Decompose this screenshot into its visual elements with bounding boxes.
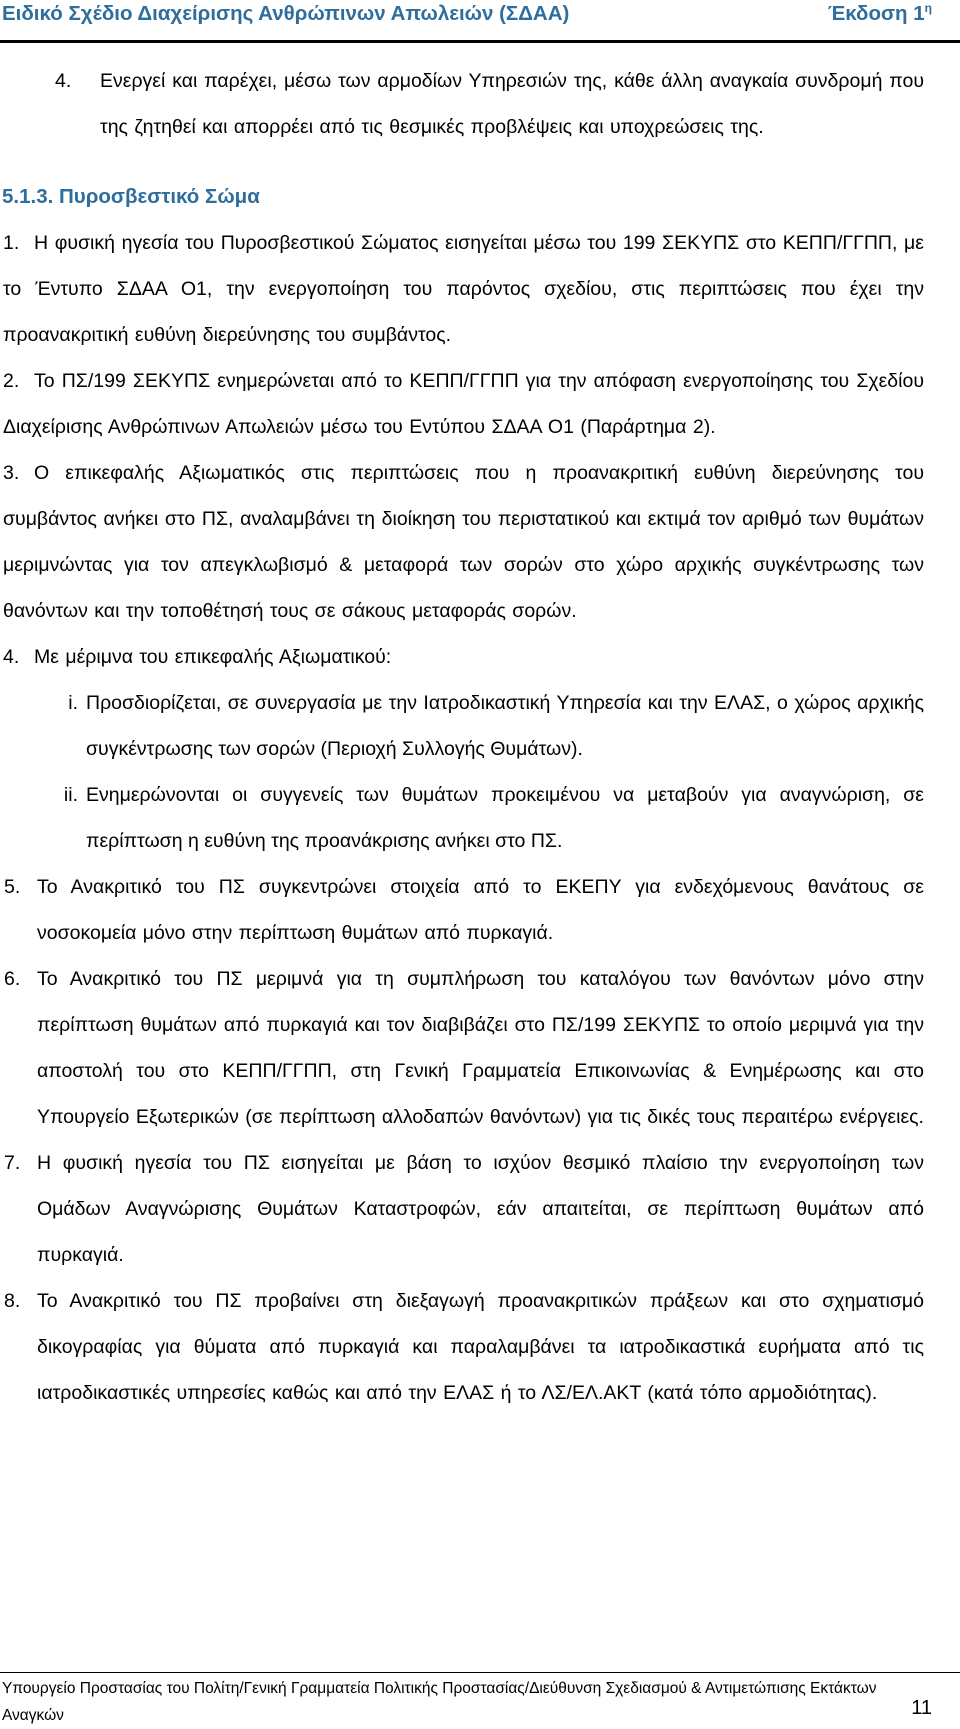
list-item <box>4 956 924 1140</box>
document-body <box>0 40 960 1416</box>
item-text: Το ΠΣ/199 ΣΕΚΥΠΣ ενημερώνεται από το ΚΕΠΠ/ΓΓΠΠ για την απόφαση ενεργοποίησης του Σχεδίου Διαχείρισης Ανθρώπινων Απωλειών μέσω του Εντύπου ΣΔΑΑ Ο1 (Παράρτημα 2). <box>3 370 924 438</box>
sub-item-number: ii. <box>63 784 78 806</box>
item-text: Το Ανακριτικό του ΠΣ μεριμνά για τη συμπλήρωση του καταλόγου των θανόντων μόνο στην περίπτωση θυμάτων από πυρκαγιά και τον διαβιβάζει στο ΠΣ/199 ΣΕΚΥΠΣ το οποίο μεριμνά για την αποστολή του στο ΚΕΠΠ/ΓΓΠΠ, στη Γενική Γραμματεία Επικοινωνίας & Ενημέρωσης και στο Υπουργείο Εξωτερικών (σε περίπτωση αλλοδαπών θανόντων) για τις δικές τους περαιτέρω ενέργειες. <box>37 968 924 1128</box>
item-text: Η φυσική ηγεσία του Πυροσβεστικού Σώματος εισηγείται μέσω του 199 ΣΕΚΥΠΣ στο ΚΕΠΠ/ΓΓΠΠ, με το Έντυπο ΣΔΑΑ Ο1, την ενεργοποίηση του παρόντος σχεδίου, στις περιπτώσεις που έχει την προανακριτική ευθύνη διερεύνησης του συμβάντος. <box>3 232 924 346</box>
item-number: 7. <box>4 1152 21 1174</box>
list-item <box>4 1278 924 1416</box>
sub-item-number: i. <box>68 692 78 714</box>
item-number: 1. <box>3 232 20 254</box>
item-number: 4. <box>3 646 20 668</box>
item-number: 4. <box>55 70 72 92</box>
sub-item-text: Ενημερώνονται οι συγγενείς των θυμάτων προκειμένου να μεταβούν για αναγνώριση, σε περίπτωση η ευθύνη της προανάκρισης ανήκει στο ΠΣ. <box>86 784 924 852</box>
sub-item <box>63 772 924 864</box>
list-item <box>3 450 924 634</box>
list-item <box>3 358 924 450</box>
sub-item <box>68 680 924 772</box>
item-number: 8. <box>4 1290 21 1312</box>
item-text: Το Ανακριτικό του ΠΣ συγκεντρώνει στοιχεία από το ΕΚΕΠΥ για ενδεχόμενους θανάτους σε νοσοκομεία μόνο στην περίπτωση θυμάτων από πυρκαγιά. <box>37 876 924 944</box>
item-text: Ενεργεί και παρέχει, μέσω των αρμοδίων Υπηρεσιών της, κάθε άλλη αναγκαία συνδρομή που της ζητηθεί και απορρέει από τις θεσμικές προβλέψεις και υποχρεώσεις της. <box>100 70 924 138</box>
document-title: Ειδικό Σχέδιο Διαχείρισης Ανθρώπινων Απωλειών (ΣΔΑΑ) <box>2 2 570 25</box>
edition-superscript: η <box>924 1 932 16</box>
item-text: Η φυσική ηγεσία του ΠΣ εισηγείται με βάση το ισχύον θεσμικό πλαίσιο την ενεργοποίηση των Ομάδων Αναγνώρισης Θυμάτων Καταστροφών, εάν απαιτείται, σε περίπτωση θυμάτων από πυρκαγιά. <box>37 1152 924 1266</box>
list-item <box>4 864 924 956</box>
list-item <box>50 58 924 150</box>
footer-organization: Υπουργείο Προστασίας του Πολίτη/Γενική Γραμματεία Πολιτικής Προστασίας/Διεύθυνση Σχεδιασμού & Αντιμετώπισης Εκτάκτων <box>2 1680 877 1697</box>
page-footer <box>0 1672 960 1727</box>
sub-item-text: Προσδιορίζεται, σε συνεργασία με την Ιατροδικαστική Υπηρεσία και την ΕΛΑΣ, ο χώρος αρχικής συγκέντρωσης των σορών (Περιοχή Συλλογής Θυμάτων). <box>86 692 924 760</box>
item-number: 6. <box>4 968 21 990</box>
page-header <box>0 0 960 43</box>
page-number: 11 <box>911 1697 932 1719</box>
item-text: Το Ανακριτικό του ΠΣ προβαίνει στη διεξαγωγή προανακριτικών πράξεων και στο σχηματισμό δικογραφίας για θύματα από πυρκαγιά και παραλαμβάνει τα ιατροδικαστικά ευρήματα από τις ιατροδικαστικές υπηρεσίες καθώς και από την ΕΛΑΣ ή το ΛΣ/ΕΛ.ΑΚΤ (κατά τόπο αρμοδιότητας). <box>37 1290 924 1404</box>
footer-organization-cont: Αναγκών <box>2 1707 64 1724</box>
item-text: Με μέριμνα του επικεφαλής Αξιωματικού: <box>34 646 392 668</box>
item-number: 5. <box>4 876 21 898</box>
section-heading: 5.1.3. Πυροσβεστικό Σώμα <box>2 185 260 208</box>
list-item <box>4 1140 924 1278</box>
item-number: 3. <box>3 462 20 484</box>
list-item <box>3 220 924 358</box>
item-text: Ο επικεφαλής Αξιωματικός στις περιπτώσεις που η προανακριτική ευθύνη διερεύνησης του συμβάντος ανήκει στο ΠΣ, αναλαμβάνει τη διοίκηση του περιστατικού και εκτιμά τον αριθμό των θυμάτων μεριμνώντας για τον απεγκλωβισμό & μεταφορά των σορών στο χώρο αρχικής συγκέντρωσης των θανόντων και την τοποθέτησή τους σε σάκους μεταφοράς σορών. <box>3 462 924 622</box>
item-number: 2. <box>3 370 20 392</box>
list-item <box>3 634 924 680</box>
edition-label: Έκδοση $1^\eta$ <box>827 1 932 25</box>
